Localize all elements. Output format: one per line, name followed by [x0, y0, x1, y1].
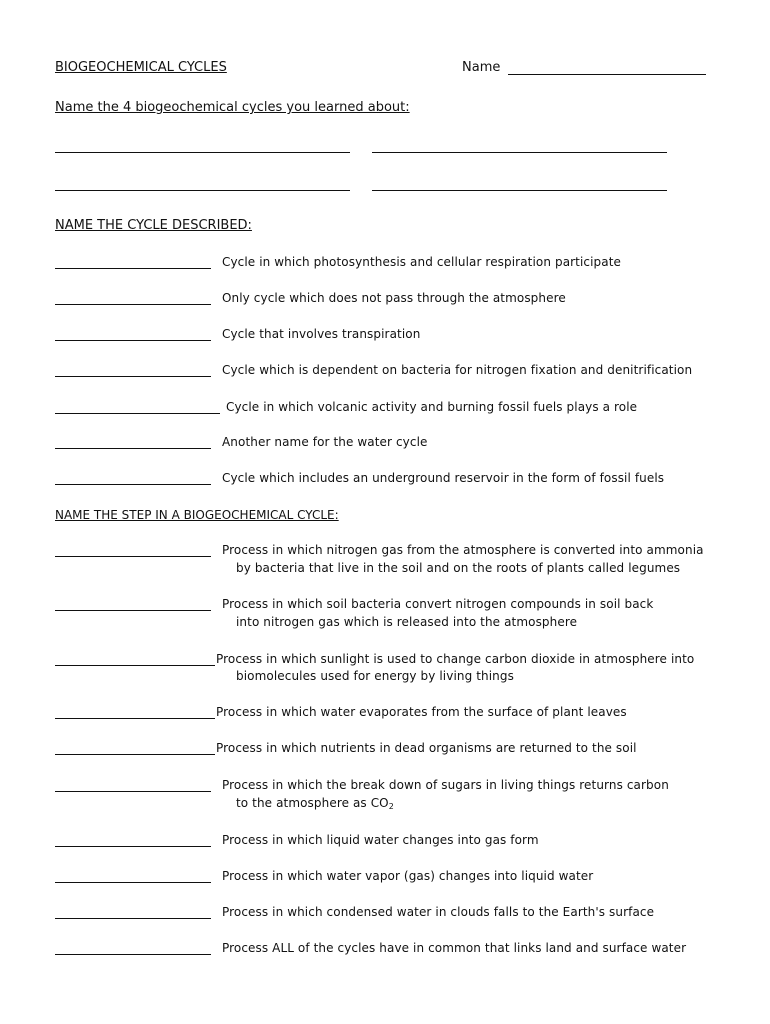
- step-answer-line-10[interactable]: [55, 954, 211, 955]
- step-answer-line-2[interactable]: [55, 610, 211, 611]
- cycle-described-answer-line-1[interactable]: [55, 268, 211, 269]
- step-text-7: Process in which liquid water changes into gas form: [222, 833, 539, 847]
- step-text-6-line2-main: to the atmosphere as CO: [236, 796, 389, 810]
- step-answer-line-6[interactable]: [55, 791, 211, 792]
- step-answer-line-1[interactable]: [55, 556, 211, 557]
- cycle-described-text-7: Cycle which includes an underground reservoir in the form of fossil fuels: [222, 471, 665, 485]
- step-text-6-line2: [236, 796, 394, 811]
- cycle-described-answer-line-3[interactable]: [55, 340, 211, 341]
- cycle-described-text-1: Cycle in which photosynthesis and cellular respiration participate: [222, 255, 622, 269]
- cycles-prompt: Name the 4 biogeochemical cycles you learned about:: [55, 100, 410, 115]
- step-answer-line-9[interactable]: [55, 918, 211, 919]
- cycle-answer-line-1[interactable]: [55, 152, 350, 153]
- cycle-described-answer-line-4[interactable]: [55, 376, 211, 377]
- name-answer-line[interactable]: [508, 74, 706, 75]
- step-text-3-line1: Process in which sunlight is used to change carbon dioxide in atmosphere into: [216, 652, 695, 666]
- step-text-2-line1: Process in which soil bacteria convert nitrogen compounds in soil back: [222, 597, 654, 611]
- step-answer-line-3[interactable]: [55, 665, 215, 666]
- step-text-1-line2: by bacteria that live in the soil and on the roots of plants called legumes: [236, 561, 681, 575]
- step-answer-line-4[interactable]: [55, 718, 215, 719]
- cycle-answer-line-4[interactable]: [372, 190, 667, 191]
- section-cycle-described-heading: NAME THE CYCLE DESCRIBED:: [55, 218, 252, 233]
- section-step-heading: NAME THE STEP IN A BIOGEOCHEMICAL CYCLE:: [55, 508, 339, 522]
- name-label: Name: [462, 60, 501, 75]
- cycle-described-answer-line-2[interactable]: [55, 304, 211, 305]
- step-text-6-line1: Process in which the break down of sugars in living things returns carbon: [222, 778, 669, 792]
- step-text-2-line2: into nitrogen gas which is released into the atmosphere: [236, 615, 578, 629]
- co2-subscript: 2: [388, 802, 394, 811]
- cycle-answer-line-3[interactable]: [55, 190, 350, 191]
- step-text-5: Process in which nutrients in dead organisms are returned to the soil: [216, 741, 637, 755]
- cycle-described-text-6: Another name for the water cycle: [222, 435, 428, 449]
- cycle-described-text-5: Cycle in which volcanic activity and burning fossil fuels plays a role: [226, 400, 638, 414]
- cycle-described-text-2: Only cycle which does not pass through the atmosphere: [222, 291, 566, 305]
- cycle-described-text-3: Cycle that involves transpiration: [222, 327, 421, 341]
- cycle-described-answer-line-7[interactable]: [55, 484, 211, 485]
- cycle-described-answer-line-6[interactable]: [55, 448, 211, 449]
- step-text-1-line1: Process in which nitrogen gas from the atmosphere is converted into ammonia: [222, 543, 704, 557]
- cycle-described-answer-line-5[interactable]: [55, 413, 220, 414]
- cycle-answer-line-2[interactable]: [372, 152, 667, 153]
- step-text-10: Process ALL of the cycles have in common that links land and surface water: [222, 941, 687, 955]
- cycle-described-text-4: Cycle which is dependent on bacteria for nitrogen fixation and denitrification: [222, 363, 693, 377]
- step-text-3-line2: biomolecules used for energy by living things: [236, 669, 514, 683]
- step-text-4: Process in which water evaporates from the surface of plant leaves: [216, 705, 627, 719]
- step-answer-line-8[interactable]: [55, 882, 211, 883]
- step-answer-line-5[interactable]: [55, 754, 215, 755]
- step-answer-line-7[interactable]: [55, 846, 211, 847]
- step-text-8: Process in which water vapor (gas) changes into liquid water: [222, 869, 594, 883]
- worksheet-title: BIOGEOCHEMICAL CYCLES: [55, 60, 227, 75]
- step-text-9: Process in which condensed water in clouds falls to the Earth's surface: [222, 905, 655, 919]
